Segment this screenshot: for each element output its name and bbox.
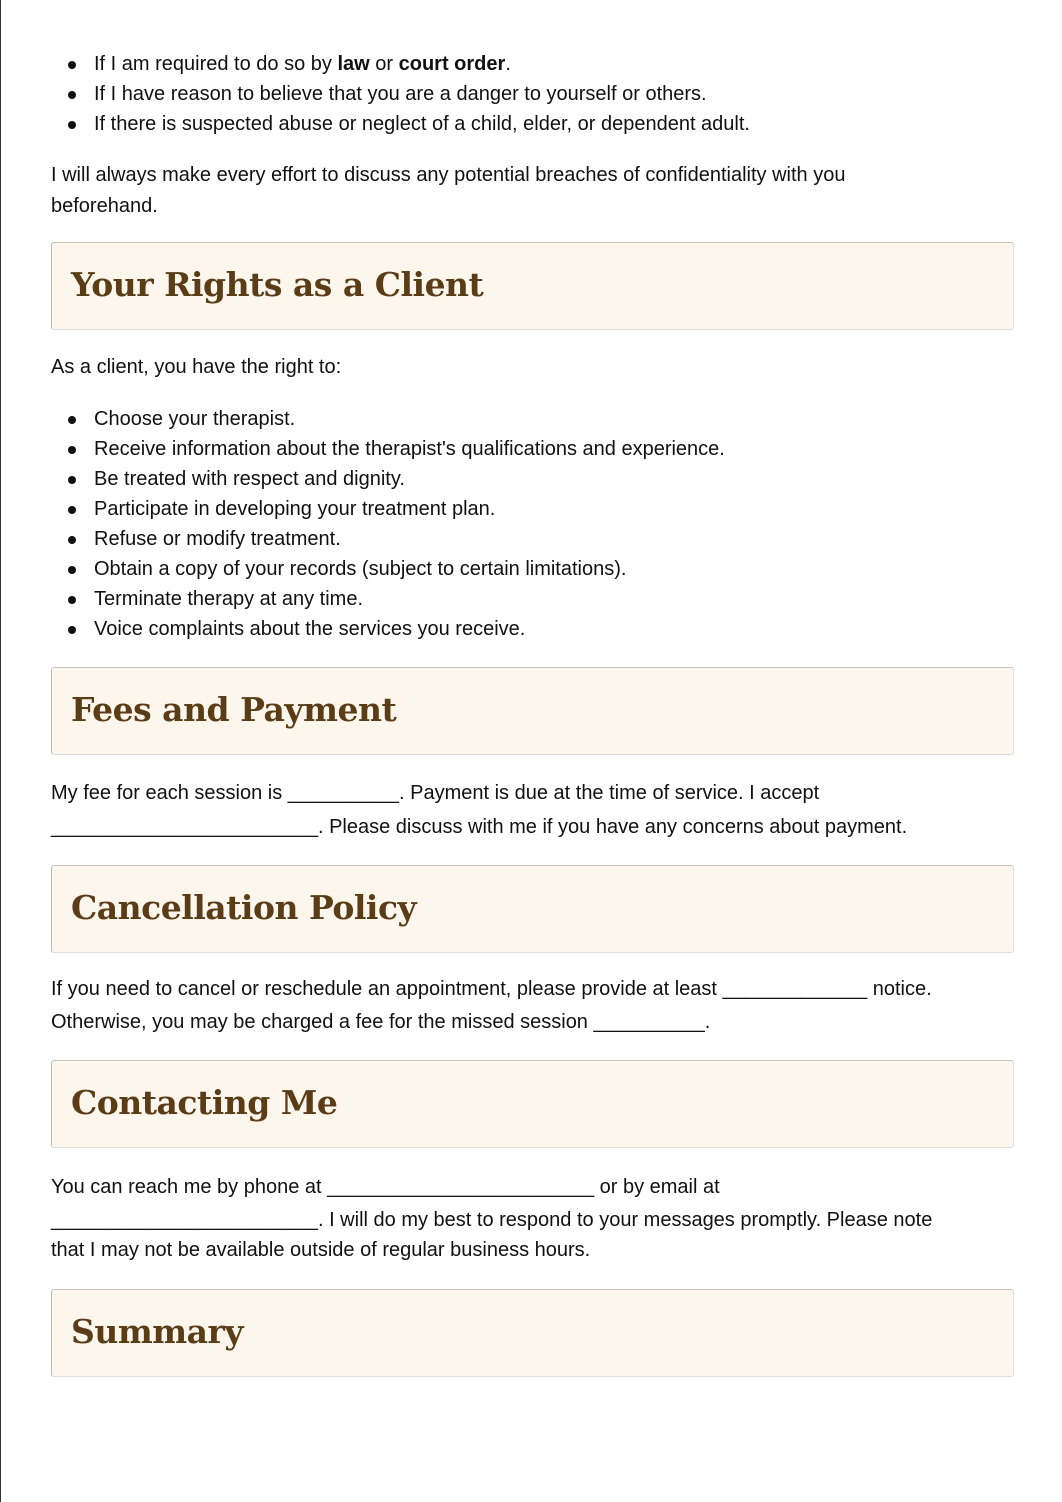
section-heading: Contacting Me: [71, 1083, 338, 1122]
rights-list: [51, 404, 1059, 644]
list-item: If I have reason to believe that you are a danger to yourself or others.: [94, 79, 1059, 109]
section-header-cancellation: [51, 865, 1014, 953]
list-item: If there is suspected abuse or neglect of a child, elder, or dependent adult.: [94, 109, 1059, 139]
list-item: Choose your therapist.: [94, 404, 1059, 434]
list-item: If I am required to do so by law or court order.: [94, 49, 1059, 79]
list-item: Be treated with respect and dignity.: [94, 464, 1059, 494]
section-header-fees: [51, 667, 1014, 755]
fees-line: My fee for each session is __________. Payment is due at the time of service. I accept: [51, 782, 820, 804]
contact-line: ________________________. I will do my best to respond to your messages promptly. Please note: [51, 1209, 933, 1231]
confidentiality-exceptions-list: [51, 49, 1059, 139]
confidentiality-note: I will always make every effort to discuss any potential breaches of confidentiality with you beforehand.: [51, 164, 846, 217]
section-heading: Summary: [71, 1312, 244, 1351]
list-item: Participate in developing your treatment plan.: [94, 494, 1059, 524]
list-item: Voice complaints about the services you receive.: [94, 614, 1059, 644]
list-item: Receive information about the therapist's qualifications and experience.: [94, 434, 1059, 464]
cancellation-line: If you need to cancel or reschedule an appointment, please provide at least _____________ notice.: [51, 978, 932, 1000]
section-header-summary: [51, 1289, 1014, 1377]
section-header-rights: [51, 242, 1014, 330]
fees-line: ________________________. Please discuss with me if you have any concerns about payment.: [51, 816, 908, 838]
contact-line: that I may not be available outside of regular business hours.: [51, 1239, 591, 1261]
section-heading: Your Rights as a Client: [71, 265, 484, 304]
cancellation-line: Otherwise, you may be charged a fee for the missed session __________.: [51, 1011, 711, 1033]
list-item: Terminate therapy at any time.: [94, 584, 1059, 614]
contact-line: You can reach me by phone at ________________________ or by email at: [51, 1176, 720, 1198]
section-heading: Cancellation Policy: [71, 888, 417, 927]
list-item: Refuse or modify treatment.: [94, 524, 1059, 554]
list-item: Obtain a copy of your records (subject to certain limitations).: [94, 554, 1059, 584]
section-heading: Fees and Payment: [71, 690, 397, 729]
section-header-contact: [51, 1060, 1014, 1148]
rights-intro: As a client, you have the right to:: [51, 356, 342, 378]
